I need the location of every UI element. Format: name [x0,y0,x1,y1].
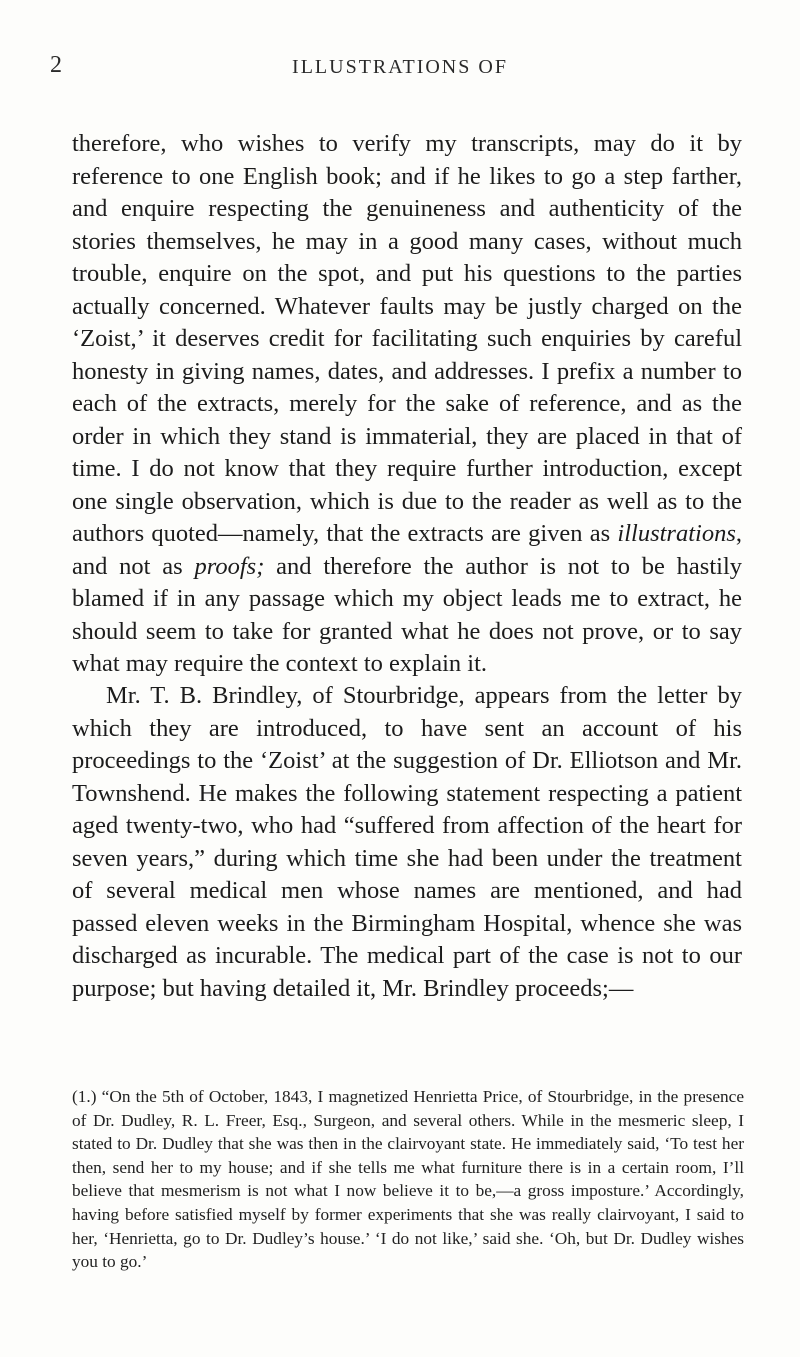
running-head: ILLUSTRATIONS OF [292,56,508,78]
paragraph-text: , and not as [72,520,742,580]
numbered-extract: (1.) “On the 5th of October, 1843, I magnetized Henrietta Price, of Stourbridge, in the presence of Dr. Dudley, R. L. Freer, Esq., Surgeon, and several others. While in the mesmeric sleep, I stated to Dr. Dudley that she was then in the clairvoyant state. He immediately said, ‘To test her then, send her to my house; and if she tells me what furniture there is in a certain room, I’ll believe that mesmerism is not what I now believe it to be,—a gross imposture.’ Accordingly, having before satisfied myself by former experiments that she was really clairvoyant, I said to her, ‘Henrietta, go to Dr. Dudley’s house.’ ‘I do not like,’ said she. ‘Oh, but Dr. Dudley wishes you to go.’ [72,1087,744,1272]
page-number: 2 [50,52,62,78]
paragraph-text: therefore, who wishes to verify my transcripts, may do it by reference to one English book; and if he likes to go a step farther, and enquire respecting the genuineness and authenticity of the stories themselves, he may in a good many cases, without much trouble, enquire on the spot, and put his questions to the parties actually concerned. Whatever faults may be justly charged on the ‘Zoist,’ it deserves credit for facilitating such enquiries by careful honesty in giving names, dates, and addresses. I prefix a number to each of the extracts, merely for the sake of reference, and as the order in which they stand is immaterial, they are placed in that of time. I do not know that they require further introduction, except one single observation, which is due to the reader as well as to the authors quoted—namely, that the extracts are given as [72,130,742,547]
italic-term-proofs: proofs; [194,552,265,580]
body-paragraph [72,128,742,681]
italic-term-illustrations: illustrations [617,520,736,547]
paragraph-text: and therefore the author is not to be hastily blamed if in any passage which my object leads me to extract, he should seem to take for granted what he does not prove, or to say what may require the context to explain it. [72,552,742,677]
body-paragraph: Mr. T. B. Brindley, of Stourbridge, appears from the letter by which they are introduced, to have sent an account of his proceedings to the ‘Zoist’ at the suggestion of Dr. Elliotson and Mr. Townshend. He makes the following statement respecting a patient aged twenty-two, who had “suffered from affection of the heart for seven years,” during which time she had been under the treatment of several medical men whose names are mentioned, and had passed eleven weeks in the Birmingham Hospital, whence she was discharged as incurable. The medical part of the case is not to our purpose; but having detailed it, Mr. Brindley proceeds;— [72,682,742,1002]
